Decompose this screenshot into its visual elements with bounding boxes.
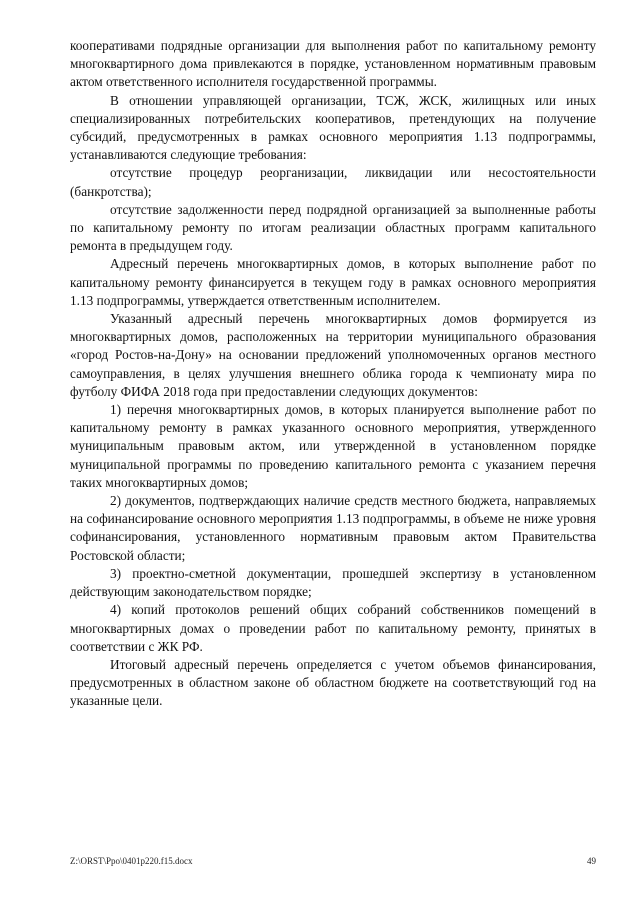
- document-body: [70, 37, 596, 711]
- list-item-3: 3) проектно-сметной документации, прошедшей экспертизу в установленном действующим законодательством порядке;: [70, 565, 596, 600]
- paragraph-requirements-intro: В отношении управляющей организации, ТСЖ, ЖСК, жилищных или иных специализированных потребительских кооперативов, претендующих на получение субсидий, предусмотренных в рамках основного мероприятия 1.13 подпрограммы, устанавливаются следующие требования:: [70, 92, 596, 163]
- footer-page-number: 49: [587, 856, 596, 866]
- list-item-2: 2) документов, подтверждающих наличие средств местного бюджета, направляемых на софинансирование основного мероприятия 1.13 подпрограммы, в объеме не ниже уровня софинансирования, установленного нормативным правовым актом Правительства Ростовской области;: [70, 493, 596, 563]
- paragraph-final-list: Итоговый адресный перечень определяется с учетом объемов финансирования, предусмотренных в областном законе об областном бюджете на соответствующий год на указанные цели.: [70, 656, 596, 709]
- paragraph-requirement-no-bankruptcy: отсутствие процедур реорганизации, ликвидации или несостоятельности (банкротства);: [70, 165, 596, 199]
- paragraph-address-list: Адресный перечень многоквартирных домов, в которых выполнение работ по капитальному ремонту финансируется в текущем году в рамках основного мероприятия 1.13 подпрограммы, утверждается ответственным исполнителем.: [70, 256, 596, 308]
- paragraph-requirement-no-debt: отсутствие задолженности перед подрядной организацией за выполненные работы по капитальному ремонту по итогам реализации областных программ капитального ремонта в предыдущем году.: [70, 201, 596, 254]
- list-item-1: 1) перечня многоквартирных домов, в которых планируется выполнение работ по капитальному ремонту в рамках указанного основного мероприятия, утвержденного муниципальным правовым актом, или утвержденной в установленном порядке муниципальной программы по проведению капитального ремонта с указанием перечня таких многоквартирных домов;: [70, 402, 596, 490]
- list-item-4: 4) копий протоколов решений общих собраний собственников помещений в многоквартирных домах о проведении работ по капитальному ремонту, принятых в соответствии с ЖК РФ.: [70, 602, 596, 654]
- paragraph-continuation: кооперативами подрядные организации для выполнения работ по капитальному ремонту многоквартирного дома привлекаются в порядке, установленном нормативным правовым актом ответственного исполнителя государственной программы.: [70, 38, 596, 90]
- footer-file-path: Z:\ORST\Ppo\0401p220.f15.docx: [70, 856, 193, 866]
- paragraph-list-formation: Указанный адресный перечень многоквартирных домов формируется из многоквартирных домов, расположенных на территории муниципального образования «город Ростов-на-Дону» на основании предложений уполномоченных органов местного самоуправления, в целях улучшения внешнего облика города к чемпионату мира по футболу ФИФА 2018 года при предоставлении следующих документов:: [70, 311, 596, 399]
